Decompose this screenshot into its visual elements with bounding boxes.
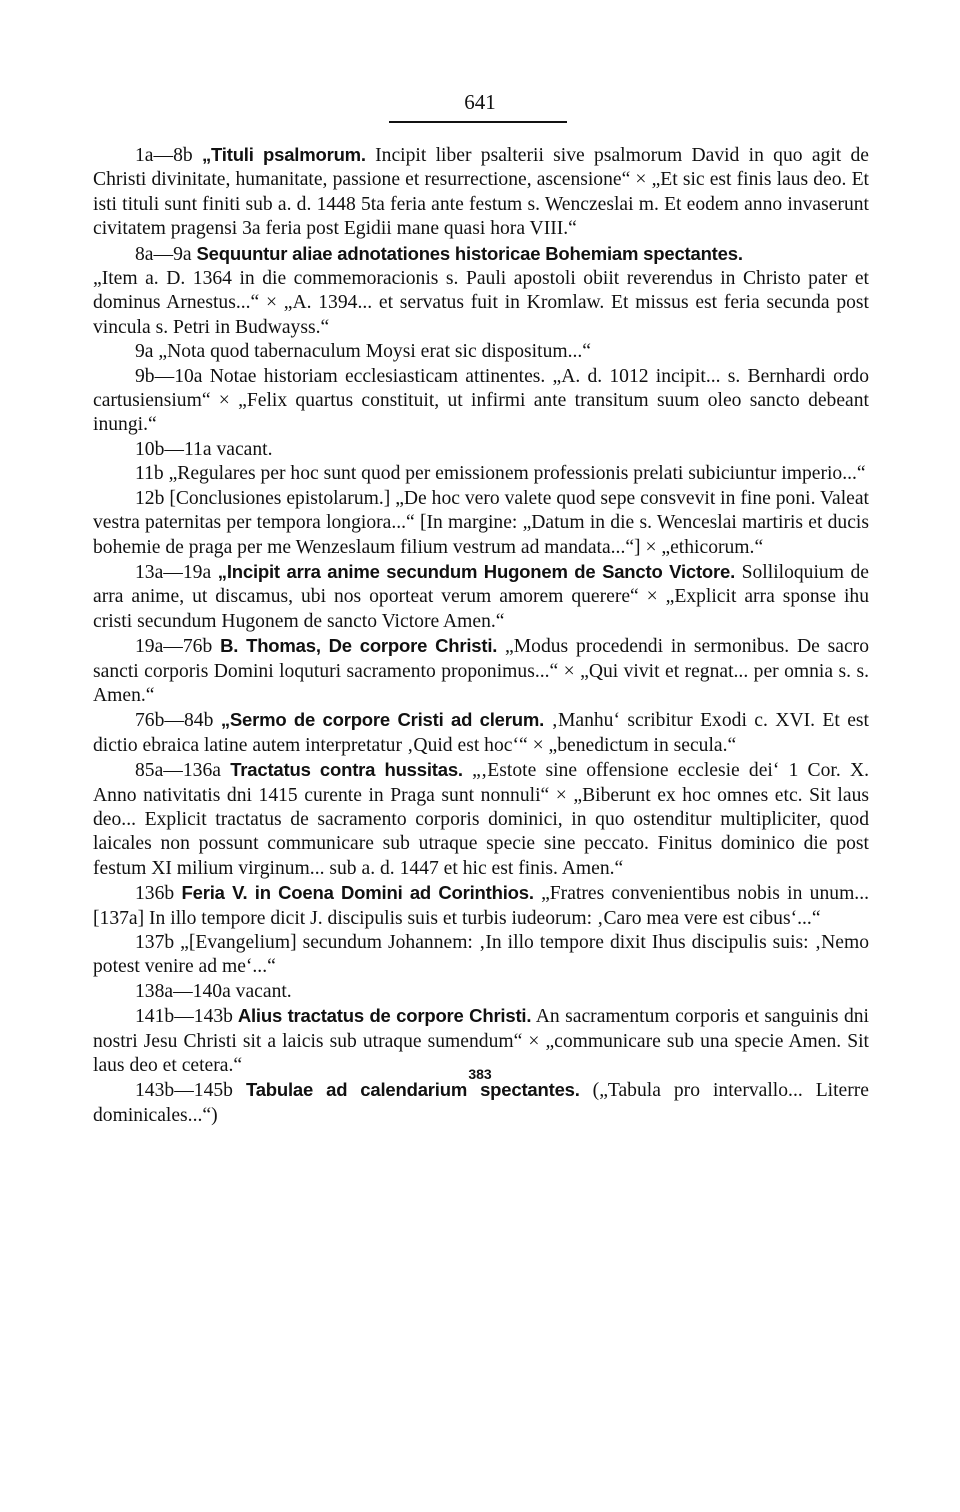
entry-evangelium [93,931,869,980]
entry-conclusiones [93,487,869,560]
folio-ref: 137b [135,932,175,953]
entry-text: „Fratres convenientibus nobis in unum... [137a] In illo tempore dicit J. discipulis suis et turbis iudeorum: ‚Caro mea vere est cibus‘...“ [93,883,869,929]
entry-heading: Alius tractatus de corpore Christi. [232,1005,532,1027]
entry-feria-v [93,881,869,931]
entry-text: „Regulares per hoc sunt quod per emissionem professionis prelati subiciuntur imperio...“ [163,463,866,485]
folio-ref: 10b—11a [135,438,212,460]
entry-heading: Sequuntur aliae adnotationes historicae Bohemiam spectantes. [191,242,743,264]
entry-text: vacant. [211,438,273,460]
entry-heading: Tractatus contra hussitas. [220,759,463,781]
entry-contra-hussitas [93,758,869,881]
folio-ref: 9b—10a [135,365,203,387]
entry-heading: Tabulae ad calendarium spectantes. [232,1079,580,1101]
entry-text: [Conclusiones epistolarum.] „De hoc vero valete quod sepe consvevit in fine poni. Valeat vestra paternitas per tempora longiora...“ [In margine: „Datum in die s. Wenceslai martiris et ducis bohemie de praga per me Wenzeslaum filium vestrum ad mandata...“] × „ethicorum.“ [93,487,869,558]
entry-tabernaculum [93,340,869,364]
catalog-text [93,143,869,1128]
entry-text: ‚Manhu‘ scribitur Exodi c. XVI. Et est dictio ebraica latine autem interpretatur ‚Quid est hoc‘“ × „benedictum in secula.“ [93,710,870,756]
entry-notae-historiam [93,365,869,438]
entry-regulares [93,462,869,486]
entry-arra-anime [93,560,869,634]
folio-ref: 8a—9a [135,243,192,265]
entry-heading: „Tituli psalmorum. [201,144,366,165]
folio-ref: 12b [135,487,165,509]
folio-ref: 85a—136a [135,760,221,782]
entry-text: „Item a. D. 1364 in die commemoracionis s. Pauli apostoli obiit reverendus in Christo pater et dominus Arnestus...“ × „A. 1394... et servatus fuit in Kromlaw. Et missus est feria secunda post vincula s. Petri in Budwayss.“ [93,268,869,338]
entry-item-continuation [93,267,869,340]
folio-ref: 76b—84b [135,710,214,732]
folio-ref: 143b—145b [135,1080,233,1102]
entry-text: „[Evangelium] secundum Johannem: ‚In illo tempore dixit Ihus discipulis suis: ‚Nemo potest venire ad me‘...“ [93,932,869,978]
entry-text: („Tabula pro intervallo... Literre dominicales...“) [93,1080,870,1126]
folio-ref: 13a—19a [135,561,212,583]
folio-ref: 19a—76b [135,636,213,658]
folio-ref: 136b [135,883,175,905]
entry-heading: „Sermo de corpore Cristi ad clerum. [213,709,545,731]
entry-tituli-psalmorum [93,143,869,242]
entry-text: vacant. [230,980,292,1002]
entry-text: Incipit liber psalterii sive psalmorum David in quo agit de Christi divinitate, humanitate, passione et resurrectione, ascensione“ × „Et sic est finis laus deo. Et isti tituli sunt finiti sub a. d. 1448 5ta feria ante festum s. Wenczeslai m. Et eodem anno invaserunt civitatem pragensi 3a feria post Egidii mane quasi hora VIII.“ [93,145,869,240]
entry-adnotationes-historicae [93,242,869,267]
entry-text: „Modus procedendi in sermonibus. De sacro sancti corporis Domini loquturi sacramento proponimus...“ × „Qui vivit et regnat... per omnia s. s. Amen.“ [93,636,869,706]
entry-text: An sacramentum corporis et sanguinis dni nostri Jesu Christi sit a laicis sub utraque sumendum“ × „communicare sub una specie Amen. Sit laus deo et cetera.“ [93,1006,869,1077]
folio-ref: 1a—8b [135,145,193,166]
entry-text: Solliloquium de arra anime, ut discamus, ubi nos oporteat verum amorem querere“ × „Explicit arra sponse ihu cristi secundum Hugonem de sancto Victore Amen.“ [93,561,869,632]
entry-heading: Feria V. in Coena Domini ad Corinthios. [174,882,534,904]
entry-sermo-de-corpore [93,708,869,758]
folio-ref: 141b—143b [135,1006,233,1028]
header-rule [389,121,567,123]
entry-text: „Nota quod tabernaculum Moysi erat sic dispositum...“ [153,341,592,363]
entry-vacant-10b [93,438,869,462]
folio-ref: 138a—140a [135,980,231,1002]
folio-ref: 11b [135,463,164,485]
entry-vacant-138a [93,980,869,1004]
entry-heading: B. Thomas, De corpore Christi. [212,635,498,657]
entry-tabulae-calendarium [93,1078,869,1128]
page-number: 641 [464,90,496,114]
footer-folio-number: 383 [468,1066,492,1082]
entry-heading: „Incipit arra anime secundum Hugonem de Sancto Victore. [211,560,736,582]
folio-ref: 9a [135,341,154,363]
entry-text: „‚Estote sine offensione ecclesie dei‘ 1 Cor. X. Anno nativitatis dni 1415 curente in Praga sunt nonnuli“ × „Biberunt ex hoc omnes etc. Sit laus deo... Explicit tractatus de sacramento corporis dominici, in quo ostenditur multipliciter, quod laicales non possunt communicare sub utraque specie sine peccato. Finitus dominico die post festum XI milium virginum... sub a. d. 1447 et hic est finis. Amen.“ [93,760,869,879]
entry-text: Notae historiam ecclesiasticam attinentes. „A. d. 1012 incipit... s. Bernhardi ordo cartusiensium“ × „Felix quartus constituit, ut infirmi ante transitum suum oleo sancto debeant inungi.“ [93,365,869,436]
entry-de-corpore-christi [93,634,869,708]
